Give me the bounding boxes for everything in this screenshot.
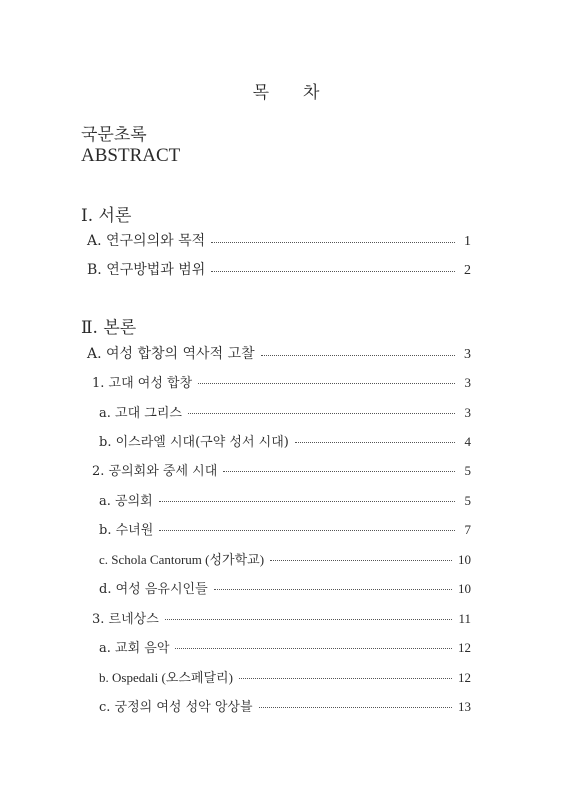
toc-entry-page: 11 xyxy=(458,611,471,626)
toc-entry-label: a. 고대 그리스 xyxy=(99,406,182,421)
toc-entry xyxy=(99,431,471,450)
toc-entry xyxy=(87,343,471,363)
toc-entry-label: B. 연구방법과 범위 xyxy=(87,262,206,278)
toc-entry xyxy=(99,402,471,421)
korean-abstract-heading: 국문초록 xyxy=(81,125,147,145)
dot-leader xyxy=(198,383,455,384)
toc-entry-label: b. 수녀원 xyxy=(99,523,154,538)
chapter-heading-intro: Ⅰ. 서론 xyxy=(81,206,132,226)
dot-leader xyxy=(165,619,453,620)
abstract-heading: ABSTRACT xyxy=(81,145,181,166)
toc-entry-page: 4 xyxy=(464,434,471,449)
page-title xyxy=(0,78,572,103)
toc-entry xyxy=(92,460,471,479)
toc-entry-label: A. 여성 합창의 역사적 고찰 xyxy=(87,346,255,362)
toc-entry-page: 10 xyxy=(458,581,471,596)
toc-entry-label: a. 공의회 xyxy=(99,494,153,509)
dot-leader xyxy=(211,242,455,243)
toc-entry-label: A. 연구의의와 목적 xyxy=(87,233,206,249)
page-title-part2: 차 xyxy=(303,83,320,103)
toc-entry xyxy=(92,372,471,391)
dot-leader xyxy=(295,442,455,443)
toc-entry xyxy=(99,519,471,538)
toc-entry-page: 5 xyxy=(464,493,471,508)
toc-entry xyxy=(99,549,471,568)
toc-entry-page: 3 xyxy=(464,375,471,390)
toc-entry xyxy=(99,667,471,686)
dot-leader xyxy=(223,471,455,472)
dot-leader xyxy=(270,560,452,561)
toc-entry xyxy=(99,578,471,597)
toc-entry-label: d. 여성 음유시인들 xyxy=(99,582,208,597)
toc-entry xyxy=(87,259,471,279)
toc-entry-page: 5 xyxy=(464,463,471,478)
toc-entry-label: b. 이스라엘 시대(구약 성서 시대) xyxy=(99,435,289,450)
toc-entry xyxy=(92,608,471,627)
toc-entry-label: b. Ospedali (오스페달리) xyxy=(99,670,233,685)
dot-leader xyxy=(175,648,452,649)
toc-entry-label: 3. 르네상스 xyxy=(92,612,159,627)
dot-leader xyxy=(261,355,455,356)
toc-entry-page: 7 xyxy=(464,522,471,537)
dot-leader xyxy=(259,707,452,708)
dot-leader xyxy=(214,589,452,590)
toc-entry-page: 13 xyxy=(458,699,471,714)
toc-entry xyxy=(99,696,471,715)
dot-leader xyxy=(159,501,455,502)
toc-entry-label: 2. 공의회와 중세 시대 xyxy=(92,464,218,479)
toc-entry xyxy=(99,490,471,509)
toc-entry xyxy=(87,230,471,250)
toc-entry xyxy=(99,637,471,656)
toc-entry-page: 3 xyxy=(464,405,471,420)
toc-entry-page: 3 xyxy=(464,347,471,362)
toc-entry-page: 10 xyxy=(458,552,471,567)
dot-leader xyxy=(239,678,452,679)
toc-entry-label: 1. 고대 여성 합창 xyxy=(92,376,193,391)
toc-entry-page: 2 xyxy=(464,263,471,278)
toc-entry-page: 1 xyxy=(464,234,471,249)
page-title-part1: 목 xyxy=(252,83,269,103)
toc-entry-page: 12 xyxy=(458,670,471,685)
toc-entry-page: 12 xyxy=(458,640,471,655)
chapter-heading-body: Ⅱ. 본론 xyxy=(81,318,137,338)
toc-entry-label: c. Schola Cantorum (성가학교) xyxy=(99,552,265,567)
dot-leader xyxy=(211,271,455,272)
toc-entry-label: c. 궁정의 여성 성악 앙상블 xyxy=(99,700,253,715)
dot-leader xyxy=(159,530,455,531)
toc-entry-label: a. 교회 음악 xyxy=(99,641,170,656)
dot-leader xyxy=(188,413,455,414)
